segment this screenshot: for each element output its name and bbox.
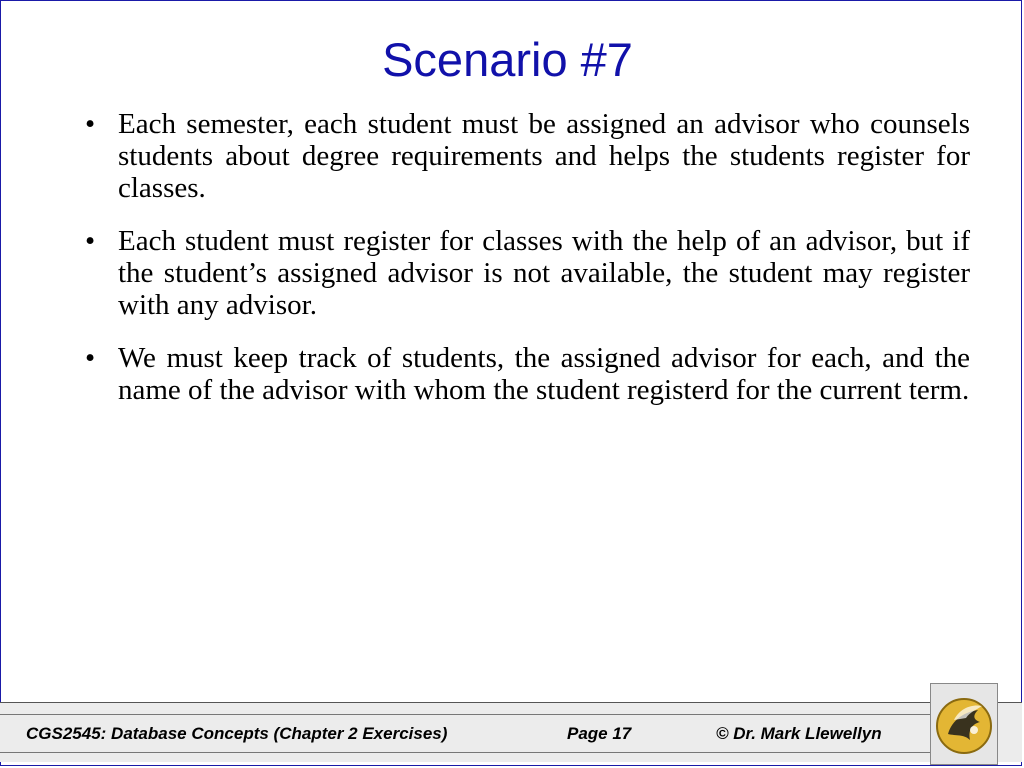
footer-divider — [0, 714, 930, 715]
slide-title: Scenario #7 — [382, 33, 633, 86]
bullet-item — [80, 342, 970, 406]
footer-page-number: Page 17 — [567, 724, 632, 743]
logo-box — [930, 683, 998, 765]
bullet-text: Each semester, each student must be assigned an advisor who counsels students about degree requirements and helps the students register for classes. — [118, 108, 970, 204]
bullet-text: We must keep track of students, the assigned advisor for each, and the name of the advisor with whom the student registerd for the current term. — [118, 342, 970, 406]
footer-divider — [0, 752, 930, 753]
bullet-symbol: • — [85, 225, 96, 257]
bullet-symbol: • — [85, 108, 96, 140]
footer-course: CGS2545: Database Concepts (Chapter 2 Exercises) — [26, 724, 448, 743]
bullet-item — [80, 225, 970, 321]
pegasus-logo-icon — [934, 690, 994, 760]
bullet-list — [80, 108, 970, 427]
footer-copyright: © Dr. Mark Llewellyn — [716, 724, 882, 743]
bullet-symbol: • — [85, 342, 96, 374]
bullet-item — [80, 108, 970, 204]
bullet-text: Each student must register for classes with the help of an advisor, but if the student’s assigned advisor is not available, the student may register with any advisor. — [118, 225, 970, 321]
